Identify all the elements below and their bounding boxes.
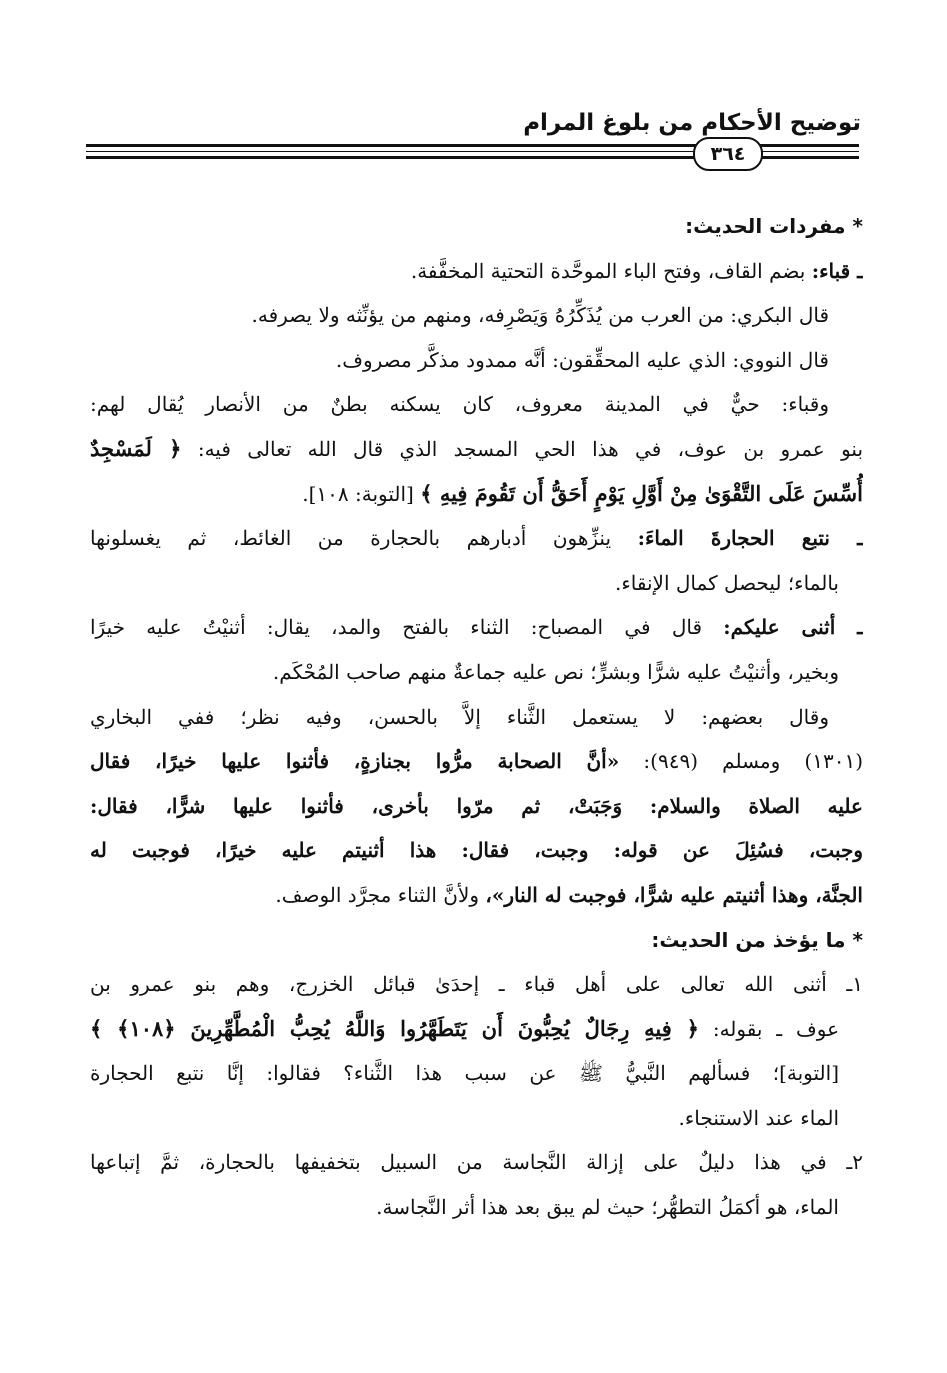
text-line: وبخير، وأثنيْتُ عليه شرًّا وبشرٍّ؛ نص عليه جماعةٌ منهم صاحب المُحْكَم. bbox=[272, 659, 839, 684]
hadith-text: «أنَّ الصحابة مرُّوا بجنازةٍ، فأثنوا عليها خيرًا، فقال bbox=[90, 749, 620, 774]
definition-hijara: ينزِّهون أدبارهم بالحجارة من الغائط، ثم يغسلونها bbox=[90, 526, 612, 551]
entry-hijara bbox=[90, 516, 863, 561]
quran-verse: ﴿ فِيهِ رِجَالٌ يُحِبُّونَ أَن يَتَطَهَّرُوا وَاللَّهُ يُحِبُّ الْمُطَّهِّرِينَ ﴿١٠٨﴾ ﴾ bbox=[90, 1015, 699, 1041]
lesson-item-2: ٢ـ في هذا دليلٌ على إزالة النَّجاسة من السبيل بتخفيفها بالحجارة، ثمَّ إتباعها bbox=[90, 1150, 863, 1175]
running-header-title: توضيح الأحكام من بلوغ المرام bbox=[523, 110, 861, 136]
section-heading-vocabulary: * مفردات الحديث: bbox=[685, 214, 863, 238]
quran-verse: ﴿ لَمَسْجِدٌ bbox=[90, 435, 182, 461]
text-line bbox=[90, 1007, 863, 1052]
text-span: عوف ـ بقوله: bbox=[712, 1016, 839, 1041]
text-line bbox=[90, 427, 863, 472]
term-quba: ـ قباء: bbox=[811, 258, 863, 283]
text-line: قال البكري: من العرب من يُذَكِّرُهُ وَيَصْرِفه، ومنهم من يؤنِّثه ولا يصرفه. bbox=[251, 303, 829, 328]
text-line: الماء، هو أكمَلُ التطهُّر؛ حيث لم يبق بعد هذا أثر النَّجاسة. bbox=[376, 1195, 839, 1220]
text-line bbox=[90, 739, 863, 784]
text-line bbox=[90, 472, 863, 517]
term-hijara: ـ نتبع الحجارةَ الماءَ: bbox=[637, 526, 863, 551]
citation: (١٣٠١) ومسلم (٩٤٩): bbox=[643, 749, 863, 774]
text-span: بنو عمرو بن عوف، في هذا الحي المسجد الذي قال الله تعالى فيه: bbox=[197, 436, 863, 461]
verse-reference: [التوبة: ١٠٨]. bbox=[302, 481, 414, 506]
text-line: الماء عند الاستنجاء. bbox=[678, 1105, 839, 1130]
definition-athna: قال في المصباح: الثناء بالفتح والمد، يقال: أثنيْتُ عليه خيرًا bbox=[90, 615, 703, 640]
lesson-item-1: ١ـ أثنى الله تعالى على أهل قباء ـ إحدَىٰ قبائل الخزرج، وهم بنو عمرو بن bbox=[90, 972, 863, 997]
page-number: ٣٦٤ bbox=[693, 137, 763, 171]
text-span: ولأنَّ الثناء مجرَّد الوصف. bbox=[275, 882, 480, 907]
text-line: وقال بعضهم: لا يستعمل الثَّناء إلاَّ بالحسن، وفيه نظر؛ ففي البخاري bbox=[90, 704, 829, 729]
definition-quba: بضم القاف، وفتح الباء الموحَّدة التحتية المخفَّفة. bbox=[410, 258, 806, 283]
quran-verse: أُسِّسَ عَلَى التَّقْوَىٰ مِنْ أَوَّلِ يَوْمٍ أَحَقُّ أَن تَقُومَ فِيهِ ﴾ bbox=[420, 480, 863, 506]
text-line: وقباء: حيٌّ في المدينة معروف، كان يسكنه بطنٌ من الأنصار يُقال لهم: bbox=[90, 392, 830, 417]
entry-athna bbox=[90, 605, 863, 650]
text-line: قال النووي: الذي عليه المحقِّقون: أنَّه ممدود مذكَّر مصروف. bbox=[335, 347, 829, 372]
page-body bbox=[90, 204, 863, 1230]
section-heading-lessons: * ما يؤخذ من الحديث: bbox=[651, 927, 863, 952]
text-line: [التوبة]؛ فسألهم النَّبيُّ ﷺ عن سبب هذا الثَّناء؟ فقالوا: إنَّا نتبع الحجارة bbox=[90, 1061, 839, 1086]
entry-quba bbox=[90, 249, 863, 294]
hadith-text: عليه الصلاة والسلام: وَجَبَتْ، ثم مرّوا بأخرى، فأثنوا عليها شرًّا، فقال: bbox=[90, 793, 863, 818]
text-line bbox=[90, 873, 863, 918]
text-line: بالماء؛ ليحصل كمال الإنقاء. bbox=[615, 570, 839, 595]
term-athna: ـ أثنى عليكم: bbox=[723, 615, 863, 640]
hadith-text: وجبت، فسُئِلَ عن قوله: وجبت، فقال: هذا أثنيتم عليه خيرًا، فوجبت له bbox=[90, 838, 863, 863]
hadith-text: الجنَّة، وهذا أثنيتم عليه شرًّا، فوجبت له النار»، bbox=[485, 882, 863, 907]
